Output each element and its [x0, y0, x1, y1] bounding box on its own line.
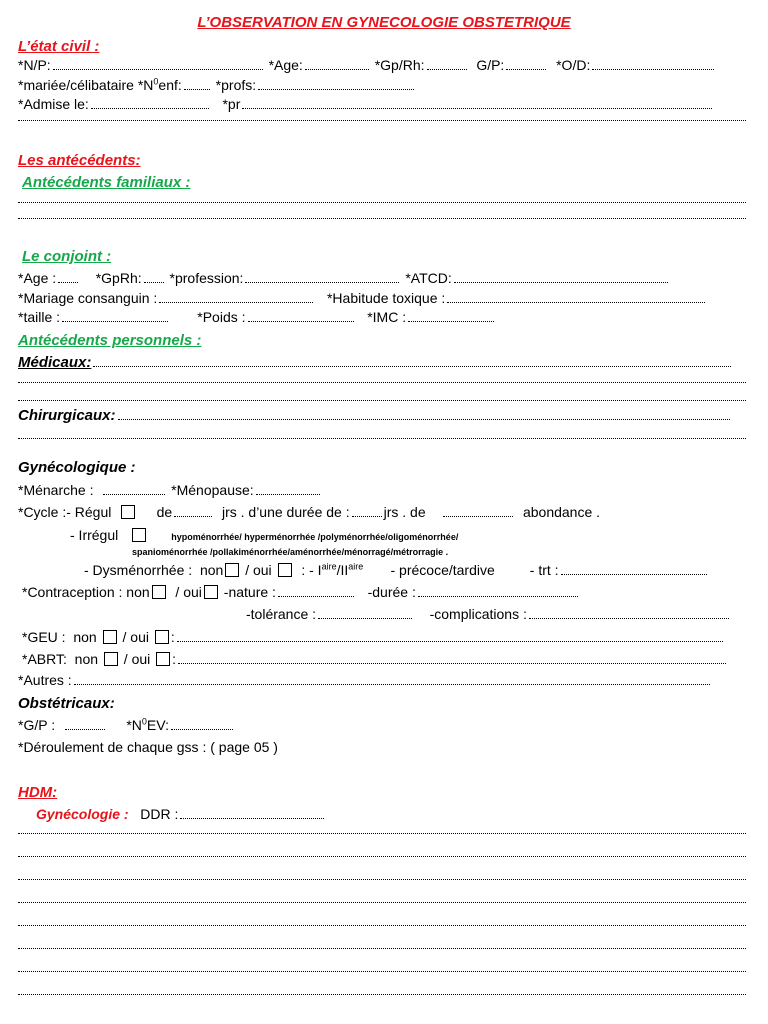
- conjoint-atcd-label: *ATCD:: [405, 270, 452, 286]
- profs-field[interactable]: [258, 83, 414, 90]
- complications-label: -complications :: [429, 606, 527, 622]
- geu-field[interactable]: [177, 635, 723, 642]
- habitude-label: *Habitude toxique :: [326, 290, 446, 306]
- age-label: *Age:: [268, 57, 303, 73]
- geu-oui-label: / oui: [122, 629, 149, 645]
- mariee-label: *mariée/célibataire: [18, 77, 134, 93]
- etat-civil-extra-line[interactable]: [18, 120, 746, 121]
- familiaux-line-2[interactable]: [18, 218, 746, 219]
- cycle-duree-field[interactable]: [352, 510, 382, 517]
- obst-gp-field[interactable]: [65, 723, 105, 730]
- contraception-non-checkbox[interactable]: [152, 585, 166, 599]
- autres-row: [18, 670, 746, 690]
- admise-field[interactable]: [91, 102, 209, 109]
- hdm-line-4[interactable]: [18, 902, 746, 903]
- np-label: *N/P:: [18, 57, 51, 73]
- dysmeno-oui-label: / oui: [245, 562, 272, 578]
- admise-label: *Admise le:: [18, 96, 89, 112]
- geu-label: *GEU :: [22, 629, 66, 645]
- profs-label: *profs:: [215, 77, 257, 93]
- conjoint-row-3: [18, 307, 746, 327]
- obstetricaux-heading: Obstétricaux:: [18, 695, 115, 712]
- conjoint-profession-label: *profession:: [169, 270, 244, 286]
- taille-label: *taille :: [18, 309, 61, 325]
- irregul-label: - Irrégul: [70, 527, 119, 543]
- hdm-line-8[interactable]: [18, 994, 746, 995]
- deroulement-label: *Déroulement de chaque gss : ( page 05 ): [18, 739, 278, 755]
- dysmeno-aire-1: aire: [321, 561, 337, 572]
- hdm-heading-row: [18, 782, 746, 802]
- menopause-field[interactable]: [256, 488, 320, 495]
- autres-field[interactable]: [74, 678, 710, 685]
- poids-label: *Poids :: [197, 309, 246, 325]
- ddr-row: [36, 804, 746, 824]
- obstetricaux-row: [18, 715, 746, 735]
- familiaux-line-1[interactable]: [18, 202, 746, 203]
- nev-sup: 0: [141, 716, 147, 727]
- dysmeno-label: - Dysménorrhée :: [84, 562, 193, 578]
- conjoint-gprh-field[interactable]: [144, 276, 164, 283]
- contraception-oui-checkbox[interactable]: [204, 585, 218, 599]
- od-field[interactable]: [592, 63, 714, 70]
- contraception-label: *Contraception : non: [22, 584, 150, 600]
- nenf-sup: 0: [153, 76, 159, 87]
- abrt-non-label: non: [74, 651, 99, 667]
- menarche-row: [18, 480, 746, 500]
- hdm-line-3[interactable]: [18, 879, 746, 880]
- geu-oui-checkbox[interactable]: [155, 630, 169, 644]
- conjoint-row-1: [18, 268, 746, 288]
- gyneco-heading-row: [18, 457, 746, 477]
- etat-civil-row-1: [18, 55, 746, 75]
- conjoint-heading: Le conjoint :: [22, 248, 112, 265]
- contraception-row: [22, 582, 746, 602]
- conjoint-age-field[interactable]: [58, 276, 78, 283]
- trt-field[interactable]: [561, 568, 707, 575]
- dysmeno-aire-2: aire: [348, 561, 364, 572]
- np-field[interactable]: [53, 63, 263, 70]
- precoce-label: - précoce/tardive: [390, 562, 495, 578]
- abrt-non-checkbox[interactable]: [104, 652, 118, 666]
- gp-label: G/P:: [476, 57, 505, 73]
- imc-label: *IMC :: [367, 309, 407, 325]
- hdm-line-1[interactable]: [18, 833, 746, 834]
- irregul-list-line-1: hypoménorrhée/ hyperménorrhée /polyménorrhée/oligoménorrhée/: [171, 532, 459, 542]
- etat-civil-row-3: [18, 94, 746, 114]
- poids-field[interactable]: [248, 315, 354, 322]
- habitude-field[interactable]: [447, 296, 705, 303]
- nev-field[interactable]: [171, 723, 233, 730]
- cycle-jrs-de-label: jrs . de: [383, 504, 426, 520]
- irregul-list-row-2: [132, 540, 746, 560]
- mariage-label: *Mariage consanguin :: [18, 290, 158, 306]
- cycle-abondance-field[interactable]: [443, 510, 513, 517]
- antecedents-heading-row: [18, 150, 746, 170]
- dysmeno-non-label: non: [199, 562, 224, 578]
- chirurgicaux-heading: Chirurgicaux:: [18, 407, 116, 424]
- abrt-field[interactable]: [178, 657, 726, 664]
- chirurgicaux-field[interactable]: [118, 413, 730, 420]
- age-field[interactable]: [305, 63, 369, 70]
- od-label: *O/D:: [556, 57, 591, 73]
- medicaux-field[interactable]: [93, 360, 731, 367]
- medicaux-row: [18, 352, 746, 372]
- gprh-label: *Gp/Rh:: [374, 57, 425, 73]
- cycle-abondance-label: abondance .: [522, 504, 601, 520]
- conjoint-heading-row: [22, 246, 746, 266]
- conjoint-atcd-field[interactable]: [454, 276, 668, 283]
- pr-field[interactable]: [242, 102, 712, 109]
- duree-field[interactable]: [418, 590, 578, 597]
- trt-label: - trt :: [529, 562, 559, 578]
- hdm-line-7[interactable]: [18, 971, 746, 972]
- nenf-label: *N: [137, 77, 154, 93]
- ddr-label: DDR :: [140, 806, 179, 822]
- medicaux-line-3[interactable]: [18, 400, 746, 401]
- menarche-field[interactable]: [103, 488, 165, 495]
- cycle-regul-checkbox[interactable]: [121, 505, 135, 519]
- hdm-heading: HDM:: [18, 784, 58, 801]
- chirurgicaux-line-2[interactable]: [18, 438, 746, 439]
- deroulement-row: [18, 737, 746, 757]
- abrt-oui-checkbox[interactable]: [156, 652, 170, 666]
- abrt-row: *ABRT: non / oui :: [22, 649, 746, 669]
- abrt-label: *ABRT:: [22, 651, 67, 667]
- pr-label: *pr: [222, 96, 241, 112]
- abrt-oui-label: / oui: [123, 651, 151, 667]
- geu-non-label: non: [73, 629, 97, 645]
- gp-field[interactable]: [506, 63, 546, 70]
- etat-civil-row-2: [18, 75, 746, 95]
- etat-civil-heading: L’état civil :: [18, 38, 100, 55]
- dysmeno-row: [84, 560, 746, 580]
- irregul-list-line-2: spanioménorrhée /pollakiménorrhée/aménorrhée/ménorragé/métrorragie .: [132, 547, 449, 557]
- hdm-line-6[interactable]: [18, 948, 746, 949]
- tolerance-row: [246, 604, 746, 624]
- nev-label-end: EV:: [146, 717, 169, 733]
- gyneco-heading: Gynécologique :: [18, 459, 136, 476]
- obst-gp-label: *G/P :: [18, 717, 56, 733]
- familiaux-heading-row: [22, 172, 746, 192]
- autres-label: *Autres :: [18, 672, 72, 688]
- hdm-gyneco-heading: Gynécologie :: [36, 806, 129, 822]
- conjoint-profession-field[interactable]: [245, 276, 399, 283]
- imc-field[interactable]: [408, 315, 494, 322]
- dysmeno-type-label: : - I: [301, 562, 322, 578]
- obstetricaux-heading-row: [18, 693, 746, 713]
- hdm-line-5[interactable]: [18, 925, 746, 926]
- dysmeno-oui-checkbox[interactable]: [278, 563, 292, 577]
- personnels-heading: Antécédents personnels :: [18, 332, 202, 349]
- nature-label: -nature :: [223, 584, 276, 600]
- cycle-label: *Cycle :- Régul: [18, 504, 112, 520]
- medicaux-line-2[interactable]: [18, 382, 746, 383]
- nature-field[interactable]: [278, 590, 354, 597]
- nenf-label-end: enf:: [158, 77, 182, 93]
- antecedents-heading: Les antécédents:: [18, 152, 141, 169]
- geu-row: *GEU : non / oui :: [22, 627, 746, 647]
- tolerance-field[interactable]: [318, 612, 412, 619]
- page-title: L’OBSERVATION EN GYNECOLOGIE OBSTETRIQUE: [197, 14, 571, 31]
- cycle-jrs-duree-label: jrs . d’une durée de :: [221, 504, 350, 520]
- conjoint-age-label: *Age :: [18, 270, 57, 286]
- familiaux-heading: Antécédents familiaux :: [22, 174, 191, 191]
- tolerance-label: -tolérance :: [246, 606, 317, 622]
- dysmeno-ii-label: /II: [336, 562, 349, 578]
- dysmeno-non-checkbox[interactable]: [225, 563, 239, 577]
- complications-field[interactable]: [529, 612, 729, 619]
- medicaux-heading: Médicaux:: [18, 354, 92, 371]
- geu-non-checkbox[interactable]: [103, 630, 117, 644]
- taille-field[interactable]: [62, 315, 168, 322]
- etat-civil-heading-row: [18, 36, 746, 56]
- menopause-label: *Ménopause:: [171, 482, 254, 498]
- ddr-field[interactable]: [180, 812, 324, 819]
- cycle-row: [18, 502, 746, 522]
- conjoint-gprh-label: *GpRh:: [95, 270, 142, 286]
- chirurgicaux-row: [18, 405, 746, 425]
- menarche-label: *Ménarche :: [18, 482, 94, 498]
- personnels-heading-row: [18, 330, 746, 350]
- nenf-field[interactable]: [184, 83, 210, 90]
- gprh-field[interactable]: [427, 63, 467, 70]
- cycle-de-label: de: [156, 504, 173, 520]
- conjoint-row-2: [18, 288, 746, 308]
- contraception-oui-label: / oui: [175, 584, 202, 600]
- nev-label: *N: [126, 717, 142, 733]
- mariage-field[interactable]: [159, 296, 313, 303]
- cycle-de-field[interactable]: [174, 510, 212, 517]
- hdm-line-2[interactable]: [18, 856, 746, 857]
- duree-label: -durée :: [367, 584, 416, 600]
